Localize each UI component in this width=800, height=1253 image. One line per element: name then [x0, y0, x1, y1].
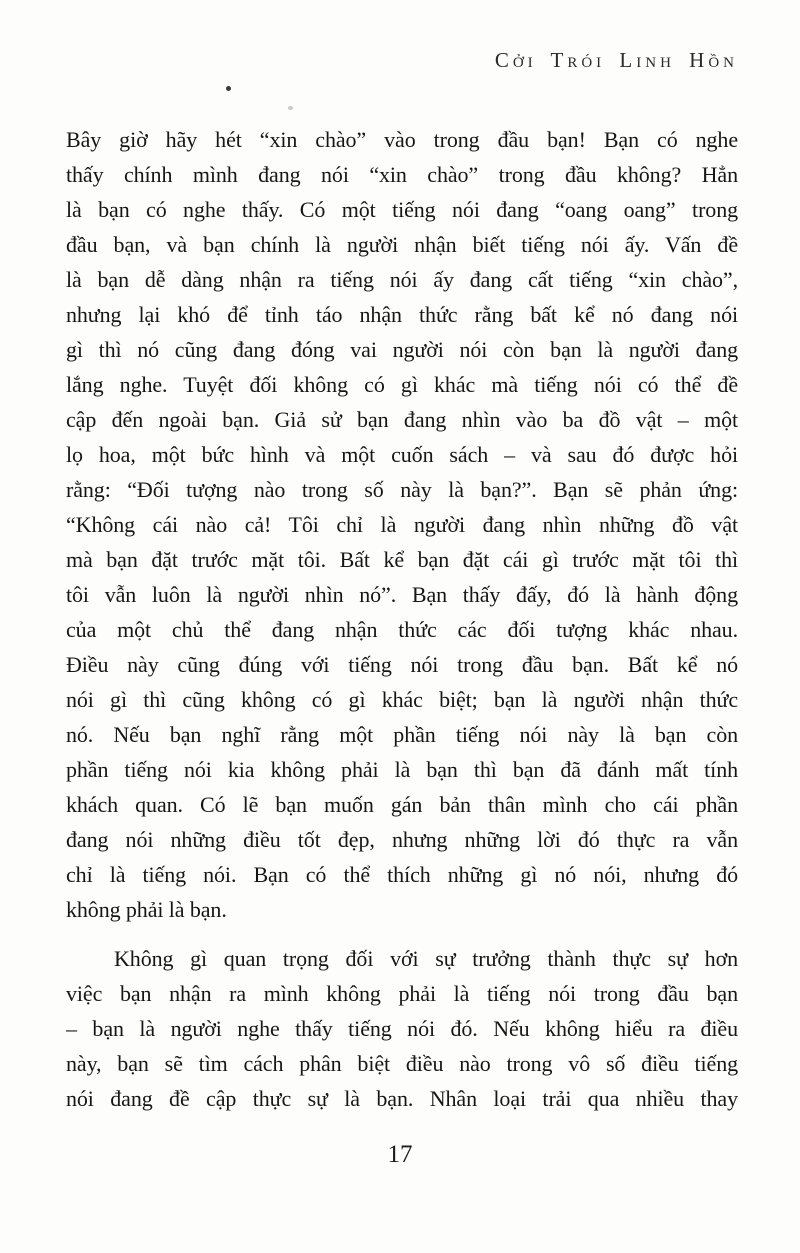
text-line: – bạn là người nghe thấy tiếng nói đó. Nếu không hiểu ra điều: [66, 1016, 738, 1041]
text-line: khách quan. Có lẽ bạn muốn gán bản thân mình cho cái phần: [66, 792, 738, 817]
text-line: là bạn có nghe thấy. Có một tiếng nói đang “oang oang” trong: [66, 197, 738, 222]
text-line: Không gì quan trọng đối với sự trưởng thành thực sự hơn: [114, 946, 738, 971]
text-line: cập đến ngoài bạn. Giả sử bạn đang nhìn vào ba đồ vật – một: [66, 407, 738, 432]
running-header: Cởi Trói Linh Hồn: [494, 48, 738, 72]
text-line: nó. Nếu bạn nghĩ rằng một phần tiếng nói này là bạn còn: [66, 722, 738, 747]
text-line: lắng nghe. Tuyệt đối không có gì khác mà tiếng nói có thể đề: [66, 372, 738, 397]
text-line: là bạn dễ dàng nhận ra tiếng nói ấy đang cất tiếng “xin chào”,: [66, 267, 738, 292]
text-line: việc bạn nhận ra mình không phải là tiếng nói trong đầu bạn: [66, 981, 738, 1006]
text-line: của một chủ thể đang nhận thức các đối tượng khác nhau.: [66, 617, 738, 642]
body-text: [66, 122, 738, 1116]
paragraph: [66, 122, 738, 927]
text-line: rằng: “Đối tượng nào trong số này là bạn?”. Bạn sẽ phản ứng:: [66, 477, 738, 502]
text-line: nói gì thì cũng không có gì khác biệt; bạn là người nhận thức: [66, 687, 738, 712]
text-line: Bây giờ hãy hét “xin chào” vào trong đầu bạn! Bạn có nghe: [66, 127, 738, 152]
text-line: thấy chính mình đang nói “xin chào” trong đầu không? Hẳn: [66, 162, 738, 187]
text-line: mà bạn đặt trước mặt tôi. Bất kể bạn đặt cái gì trước mặt tôi thì: [66, 547, 738, 572]
text-line: chỉ là tiếng nói. Bạn có thể thích những gì nó nói, nhưng đó: [66, 862, 738, 887]
text-line: nhưng lại khó để tỉnh táo nhận thức rằng bất kể nó đang nói: [66, 302, 738, 327]
text-line: đang nói những điều tốt đẹp, nhưng những lời đó thực ra vẫn: [66, 827, 738, 852]
scan-speck-light: [288, 106, 293, 110]
text-line: này, bạn sẽ tìm cách phân biệt điều nào trong vô số điều tiếng: [66, 1051, 738, 1076]
text-line: đầu bạn, và bạn chính là người nhận biết tiếng nói ấy. Vấn đề: [66, 232, 738, 257]
text-line: nói đang đề cập thực sự là bạn. Nhân loại trải qua nhiều thay: [66, 1086, 738, 1111]
paragraph: [66, 941, 738, 1116]
scan-speck-dark: [226, 86, 231, 91]
text-line: gì thì nó cũng đang đóng vai người nói còn bạn là người đang: [66, 337, 738, 362]
text-line: không phải là bạn.: [66, 897, 227, 922]
text-line: “Không cái nào cả! Tôi chỉ là người đang nhìn những đồ vật: [66, 512, 738, 537]
text-line: lọ hoa, một bức hình và một cuốn sách – và sau đó được hỏi: [66, 442, 738, 467]
text-line: phần tiếng nói kia không phải là bạn thì bạn đã đánh mất tính: [66, 757, 738, 782]
text-line: Điều này cũng đúng với tiếng nói trong đầu bạn. Bất kể nó: [66, 652, 738, 677]
page-number: 17: [387, 1141, 413, 1168]
text-line: tôi vẫn luôn là người nhìn nó”. Bạn thấy đấy, đó là hành động: [66, 582, 738, 607]
